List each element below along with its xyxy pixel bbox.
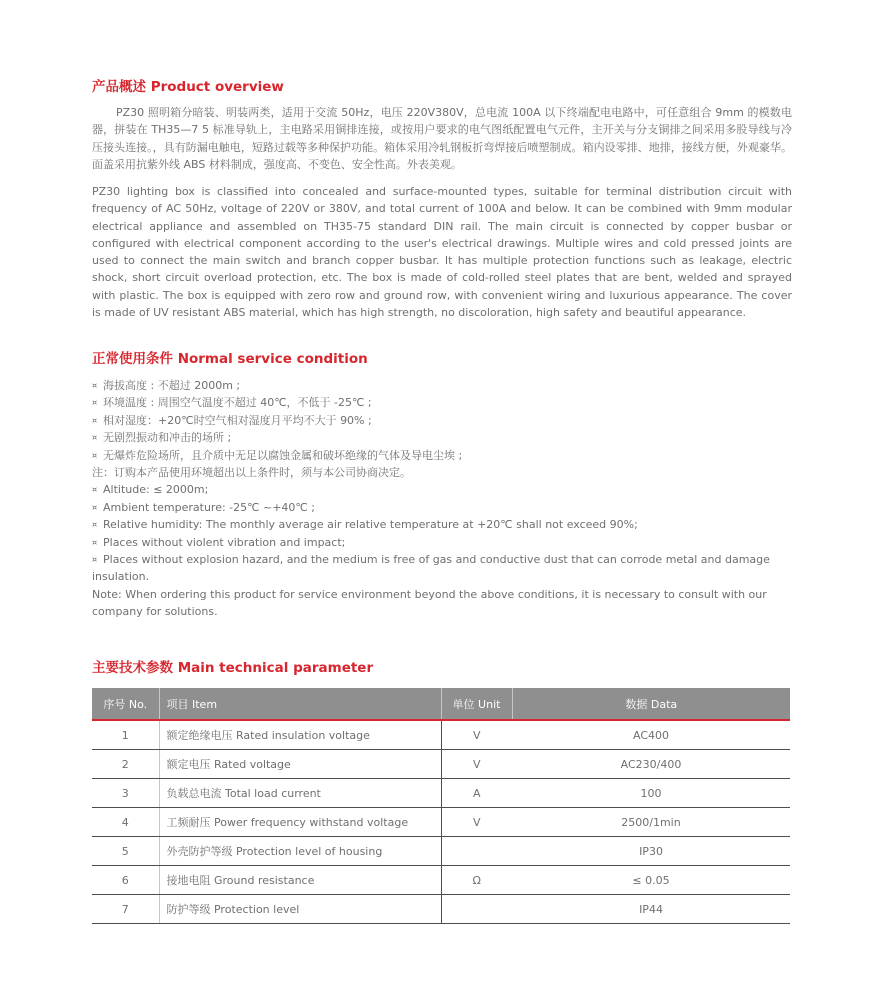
cell-data: IP44 bbox=[512, 895, 790, 924]
condition-note-en: Note: When ordering this product for service environment beyond the above conditions, it is necessary to consult with our company for solutions. bbox=[92, 587, 767, 619]
condition-item: ¤ Relative humidity: The monthly average air relative temperature at +20℃ shall not exceed 90%; bbox=[92, 516, 797, 533]
header-item: 项目 Item bbox=[159, 688, 441, 720]
overview-zh-text: PZ30 照明箱分暗装、明装两类，适用于交流 50Hz，电压 220V380V，总电流 100A 以下终端配电电路中，可任意组合 9mm 的模数电器，拼装在 TH35—7 5 标准导轨上，主电路采用铜排连接，或按用户要求的电气图纸配置电气元件，主开关与分支铜排之间采用多股导线与冷压接头连接。，具有防漏电触电，短路过载等多种保护功能。箱体采用冷轧钢板折弯焊接后喷塑制成。箱内设零排、地排，接线方便，外观豪华。面盖采用抗紫外线 ABS 材料制成，强度高、不变色、安全性高。外表美观。 bbox=[92, 106, 792, 171]
condition-item: ¤ 环境温度 : 周围空气温度不超过 40℃，不低于 -25℃ ; bbox=[92, 394, 797, 411]
bullet-icon: ¤ bbox=[92, 398, 98, 408]
conditions-list bbox=[92, 377, 797, 621]
cell-item: 工频耐压 Power frequency withstand voltage bbox=[159, 808, 441, 837]
cell-data: AC230/400 bbox=[512, 750, 790, 779]
bullet-icon: ¤ bbox=[92, 502, 98, 512]
cell-data: AC400 bbox=[512, 720, 790, 750]
bullet-icon: ¤ bbox=[92, 381, 98, 390]
table-row bbox=[92, 837, 790, 866]
condition-item: ¤ 无剧烈振动和冲击的场所 ; bbox=[92, 429, 797, 446]
cell-no: 6 bbox=[92, 866, 159, 895]
conditions-title: 正常使用条件 Normal service condition bbox=[92, 351, 368, 367]
header-unit: 单位 Unit bbox=[441, 688, 512, 720]
table-row bbox=[92, 720, 790, 750]
bullet-icon: ¤ bbox=[92, 520, 98, 530]
table-row bbox=[92, 866, 790, 895]
bullet-icon: ¤ bbox=[92, 415, 98, 425]
condition-note-zh: 注：订购本产品使用环境超出以上条件时，须与本公司协商决定。 bbox=[92, 466, 411, 480]
cell-unit: Ω bbox=[441, 866, 512, 895]
condition-item: ¤ Altitude: ≤ 2000m; bbox=[92, 481, 797, 498]
cell-no: 3 bbox=[92, 779, 159, 808]
cell-no: 2 bbox=[92, 750, 159, 779]
cell-no: 1 bbox=[92, 720, 159, 750]
header-data: 数据 Data bbox=[512, 688, 790, 720]
table-header-row bbox=[92, 688, 790, 720]
cell-item: 额定绝缘电压 Rated insulation voltage bbox=[159, 720, 441, 750]
cell-item: 额定电压 Rated voltage bbox=[159, 750, 441, 779]
bullet-icon: ¤ bbox=[92, 485, 98, 495]
bullet-icon: ¤ bbox=[92, 450, 98, 460]
overview-title: 产品概述 Product overview bbox=[92, 79, 284, 95]
table-row bbox=[92, 750, 790, 779]
bullet-icon: ¤ bbox=[92, 433, 98, 443]
bullet-icon: ¤ bbox=[92, 537, 98, 547]
condition-item: ¤ 海拔高度 : 不超过 2000m ; bbox=[92, 377, 797, 394]
cell-item: 负载总电流 Total load current bbox=[159, 779, 441, 808]
cell-data: IP30 bbox=[512, 837, 790, 866]
cell-item: 外壳防护等级 Protection level of housing bbox=[159, 837, 441, 866]
condition-item: ¤ Ambient temperature: -25℃ ~+40℃ ; bbox=[92, 499, 797, 516]
cell-unit: V bbox=[441, 720, 512, 750]
condition-item: ¤ Places without violent vibration and impact; bbox=[92, 534, 797, 551]
header-no: 序号 No. bbox=[92, 688, 159, 720]
bullet-icon: ¤ bbox=[92, 555, 98, 565]
table-row bbox=[92, 808, 790, 837]
condition-item: ¤ 相对湿度：+20℃时空气相对湿度月平均不大于 90% ; bbox=[92, 412, 797, 429]
table-row bbox=[92, 779, 790, 808]
parameters-table bbox=[92, 688, 790, 924]
cell-no: 4 bbox=[92, 808, 159, 837]
condition-item: ¤ 无爆炸危险场所，且介质中无足以腐蚀金属和破坏绝缘的气体及导电尘埃 ; bbox=[92, 447, 797, 464]
cell-unit: A bbox=[441, 779, 512, 808]
cell-no: 7 bbox=[92, 895, 159, 924]
cell-unit bbox=[441, 837, 512, 866]
cell-data: ≤ 0.05 bbox=[512, 866, 790, 895]
cell-no: 5 bbox=[92, 837, 159, 866]
table-row bbox=[92, 895, 790, 924]
cell-unit: V bbox=[441, 750, 512, 779]
cell-item: 接地电阻 Ground resistance bbox=[159, 866, 441, 895]
cell-unit bbox=[441, 895, 512, 924]
cell-unit: V bbox=[441, 808, 512, 837]
cell-data: 100 bbox=[512, 779, 790, 808]
cell-data: 2500/1min bbox=[512, 808, 790, 837]
condition-item: ¤ Places without explosion hazard, and the medium is free of gas and conductive dust that can corrode metal and damage insulation. bbox=[92, 553, 770, 584]
cell-item: 防护等级 Protection level bbox=[159, 895, 441, 924]
parameters-title: 主要技术参数 Main technical parameter bbox=[92, 660, 374, 676]
overview-en-text: PZ30 lighting box is classified into concealed and surface-mounted types, suitable for terminal distribution circuit with frequency of AC 50Hz, voltage of 220V or 380V, and total current of 100A and below. It can be combined with 9mm modular electrical appliance and assembled on TH35-75 standard DIN rail. The main circuit is connected by copper busbar or configured with electrical component according to the user's electrical drawings. Multiple wires and cold pressed joints are used to connect the main switch and branch copper busbar. It has multiple protection functions such as leakage, electric shock, short circuit overload protection, etc. The box is made of cold-rolled steel plates that are bent, welded and sprayed with plastic. The box is equipped with zero row and ground row, with convenient wiring and luxurious appearance. The cover is made of UV resistant ABS material, which has high strength, no discoloration, high safety and beautiful appearance. bbox=[92, 185, 792, 320]
